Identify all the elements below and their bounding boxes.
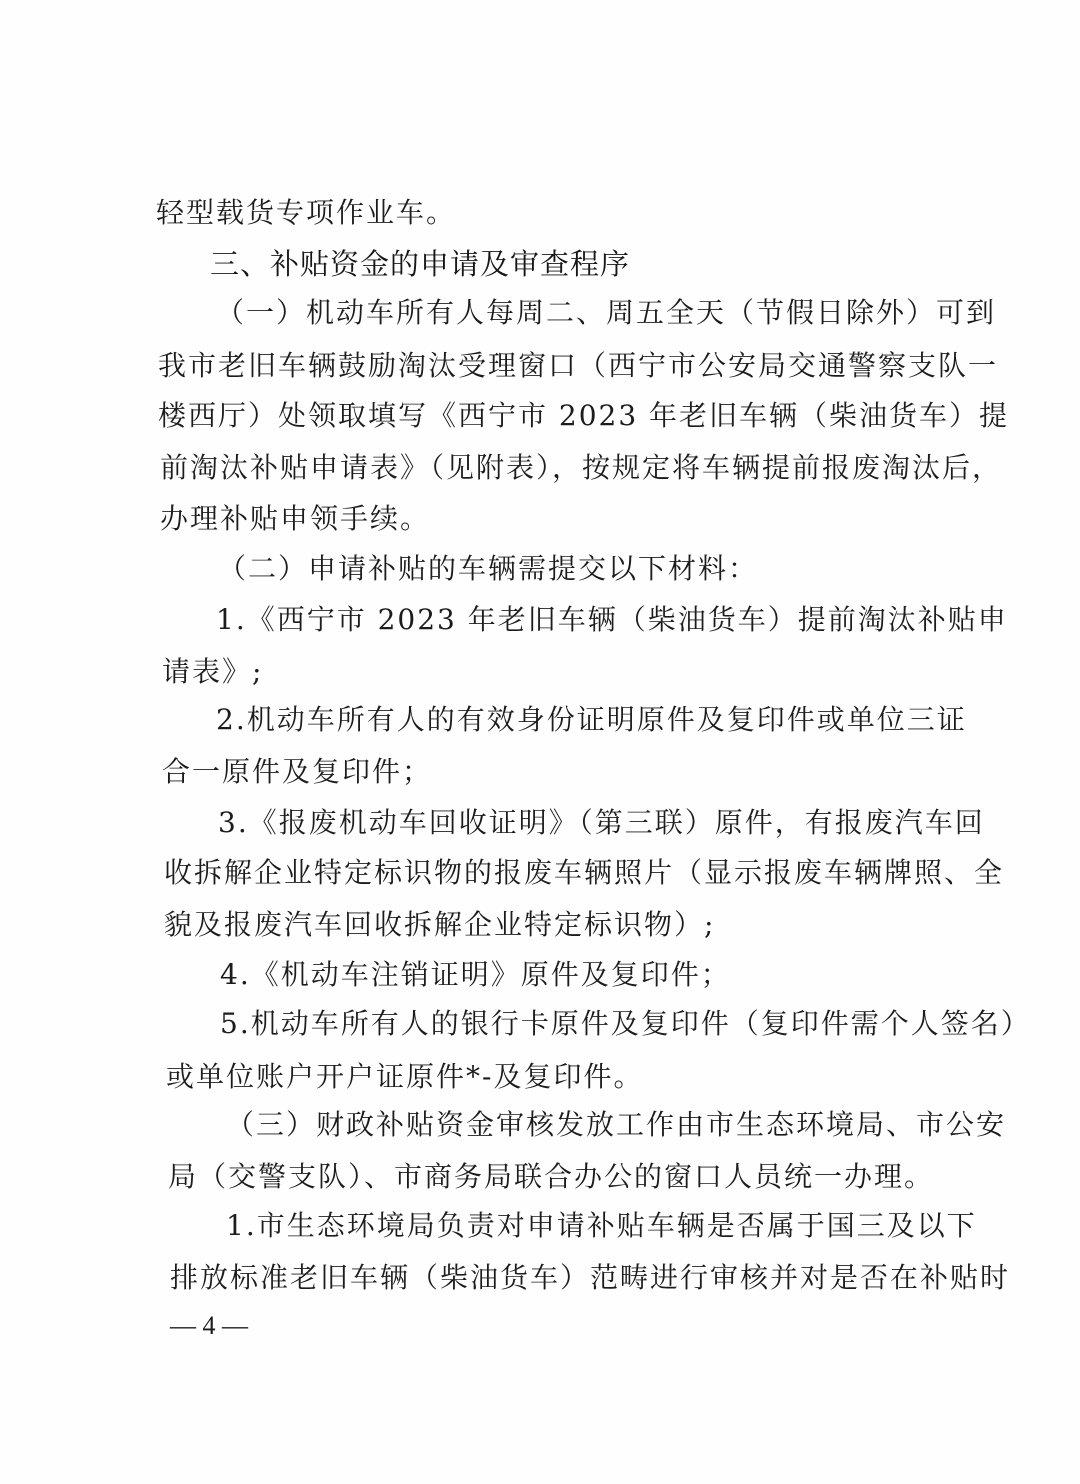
text-line-8: （二）申请补贴的车辆需提交以下材料： xyxy=(218,552,759,585)
text-line-22: 排放标准老旧车辆（柴油货车）范畴进行审核并对是否在补贴时 xyxy=(170,1261,1011,1294)
text-line-20: 局（交警支队）、市商务局联合办公的窗口人员统一办理。 xyxy=(168,1160,935,1193)
text-line-7: 办理补贴申领手续。 xyxy=(160,502,431,535)
text-line-3: （一）机动车所有人每周二、周五全天（节假日除外）可到 xyxy=(216,296,997,329)
page-number: — 4 — xyxy=(170,1311,248,1340)
text-line-13: 3.《报废机动车回收证明》（第三联）原件，有报废汽车回 xyxy=(218,806,985,839)
text-line-1: 轻型载货专项作业车。 xyxy=(156,196,457,229)
text-line-9: 1.《西宁市 2023 年老旧车辆（柴油货车）提前淘汰补贴申 xyxy=(216,603,1008,636)
text-line-15: 貌及报废汽车回收拆解企业特定标识物）; xyxy=(164,908,716,941)
text-line-10: 请表》; xyxy=(162,655,264,688)
text-line-6: 前淘汰补贴申请表》（见附表），按规定将车辆提前报废淘汰后， xyxy=(160,451,1003,484)
text-line-11: 2.机动车所有人的有效身份证明原件及复印件或单位三证 xyxy=(216,703,967,736)
text-line-14: 收拆解企业特定标识物的报废车辆照片（显示报废车辆牌照、全 xyxy=(164,856,1005,889)
text-line-12: 合一原件及复印件； xyxy=(162,755,433,788)
text-line-17: 5.机动车所有人的银行卡原件及复印件（复印件需个人签名） xyxy=(220,1007,1031,1040)
text-line-19: （三）财政补贴资金审核发放工作由市生态环境局、市公安 xyxy=(226,1108,1007,1141)
section-heading: 三、补贴资金的申请及审查程序 xyxy=(210,247,631,281)
text-line-16: 4.《机动车注销证明》原件及复印件； xyxy=(220,958,731,991)
text-line-18: 或单位账户开户证原件*-及复印件。 xyxy=(166,1060,644,1093)
text-line-4: 我市老旧车辆鼓励淘汰受理窗口（西宁市公安局交通警察支队一 xyxy=(158,349,999,382)
text-line-5: 楼西厅）处领取填写《西宁市 2023 年老旧车辆（柴油货车）提 xyxy=(158,399,1010,432)
text-line-21: 1.市生态环境局负责对申请补贴车辆是否属于国三及以下 xyxy=(226,1209,977,1242)
